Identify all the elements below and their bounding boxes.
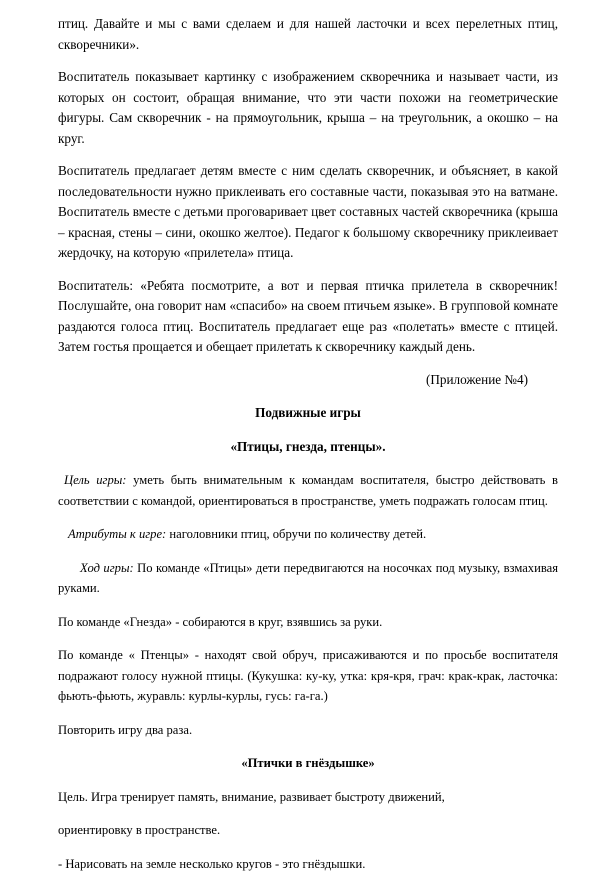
paragraph-intro-end: птиц. Давайте и мы с вами сделаем и для нашей ласточки и всех перелетных птиц, скворечники». [58,14,558,55]
section-title: Подвижные игры [58,403,558,424]
paragraph-making-birdhouse: Воспитатель предлагает детям вместе с ним сделать скворечник, и объясняет, в какой последовательности нужно приклеивать его составные части, показывая это на ватмане. Воспитатель вместе с детьми проговаривает цвет составных частей скворечника (крыша – красная, стены – сини, окошко желтое). Педагог к большому скворечнику приклеивает жердочку, на которую «прилетела» птица. [58,161,558,264]
game1-command-nests: По команде «Гнезда» - собираются в круг, взявшись за руки. [58,612,558,633]
document-page [58,14,558,874]
game1-goal-text: уметь быть внимательным к командам воспитателя, быстро действовать в соответствии с командой, ориентироваться в пространстве, уметь подражать голосам птиц. [58,473,558,508]
game2-line2: ориентировку в пространстве. [58,820,558,841]
paragraph-first-bird: Воспитатель: «Ребята посмотрите, а вот и первая птичка прилетела в скворечник! Послушайте, она говорит нам «спасибо» на своем птичьем языке». В групповой комнате раздаются голоса птиц. Воспитатель предлагает еще раз «полетать» вместе с птицей. Затем гостья прощается и обещает прилетать к скворечнику каждый день. [58,276,558,358]
game1-course-label: Ход игры: [80,561,134,575]
game1-course [58,558,558,599]
game1-goal [58,470,558,511]
game2-line1: Цель. Игра тренирует память, внимание, развивает быстроту движений, [58,787,558,808]
game2-line3: - Нарисовать на земле несколько кругов - это гнёздышки. [58,854,558,874]
game1-attributes-text: наголовники птиц, обручи по количеству детей. [166,527,426,541]
game1-attributes [58,524,558,545]
game1-title: «Птицы, гнезда, птенцы». [58,437,558,458]
game1-goal-label: Цель игры: [64,473,127,487]
appendix-label: (Приложение №4) [58,370,558,391]
game2-title: «Птички в гнёздышке» [58,753,558,774]
paragraph-birdhouse-parts: Воспитатель показывает картинку с изображением скворечника и называет части, из которых он состоит, обращая внимание, что эти части похожи на геометрические фигуры. Сам скворечник - на прямоугольник, крыша – на треугольник, а окошко – на круг. [58,67,558,149]
game1-attributes-label: Атрибуты к игре: [68,527,166,541]
game1-repeat: Повторить игру два раза. [58,720,558,741]
game1-course-text: По команде «Птицы» дети передвигаются на носочках под музыку, взмахивая руками. [58,561,558,596]
game1-command-chicks: По команде « Птенцы» - находят свой обруч, присаживаются и по просьбе воспитателя подражают голосу нужной птицы. (Кукушка: ку-ку, утка: кря-кря, грач: крак-крак, ласточка: фьють-фьють, журавль: курлы-курлы, гусь: га-га.) [58,645,558,707]
